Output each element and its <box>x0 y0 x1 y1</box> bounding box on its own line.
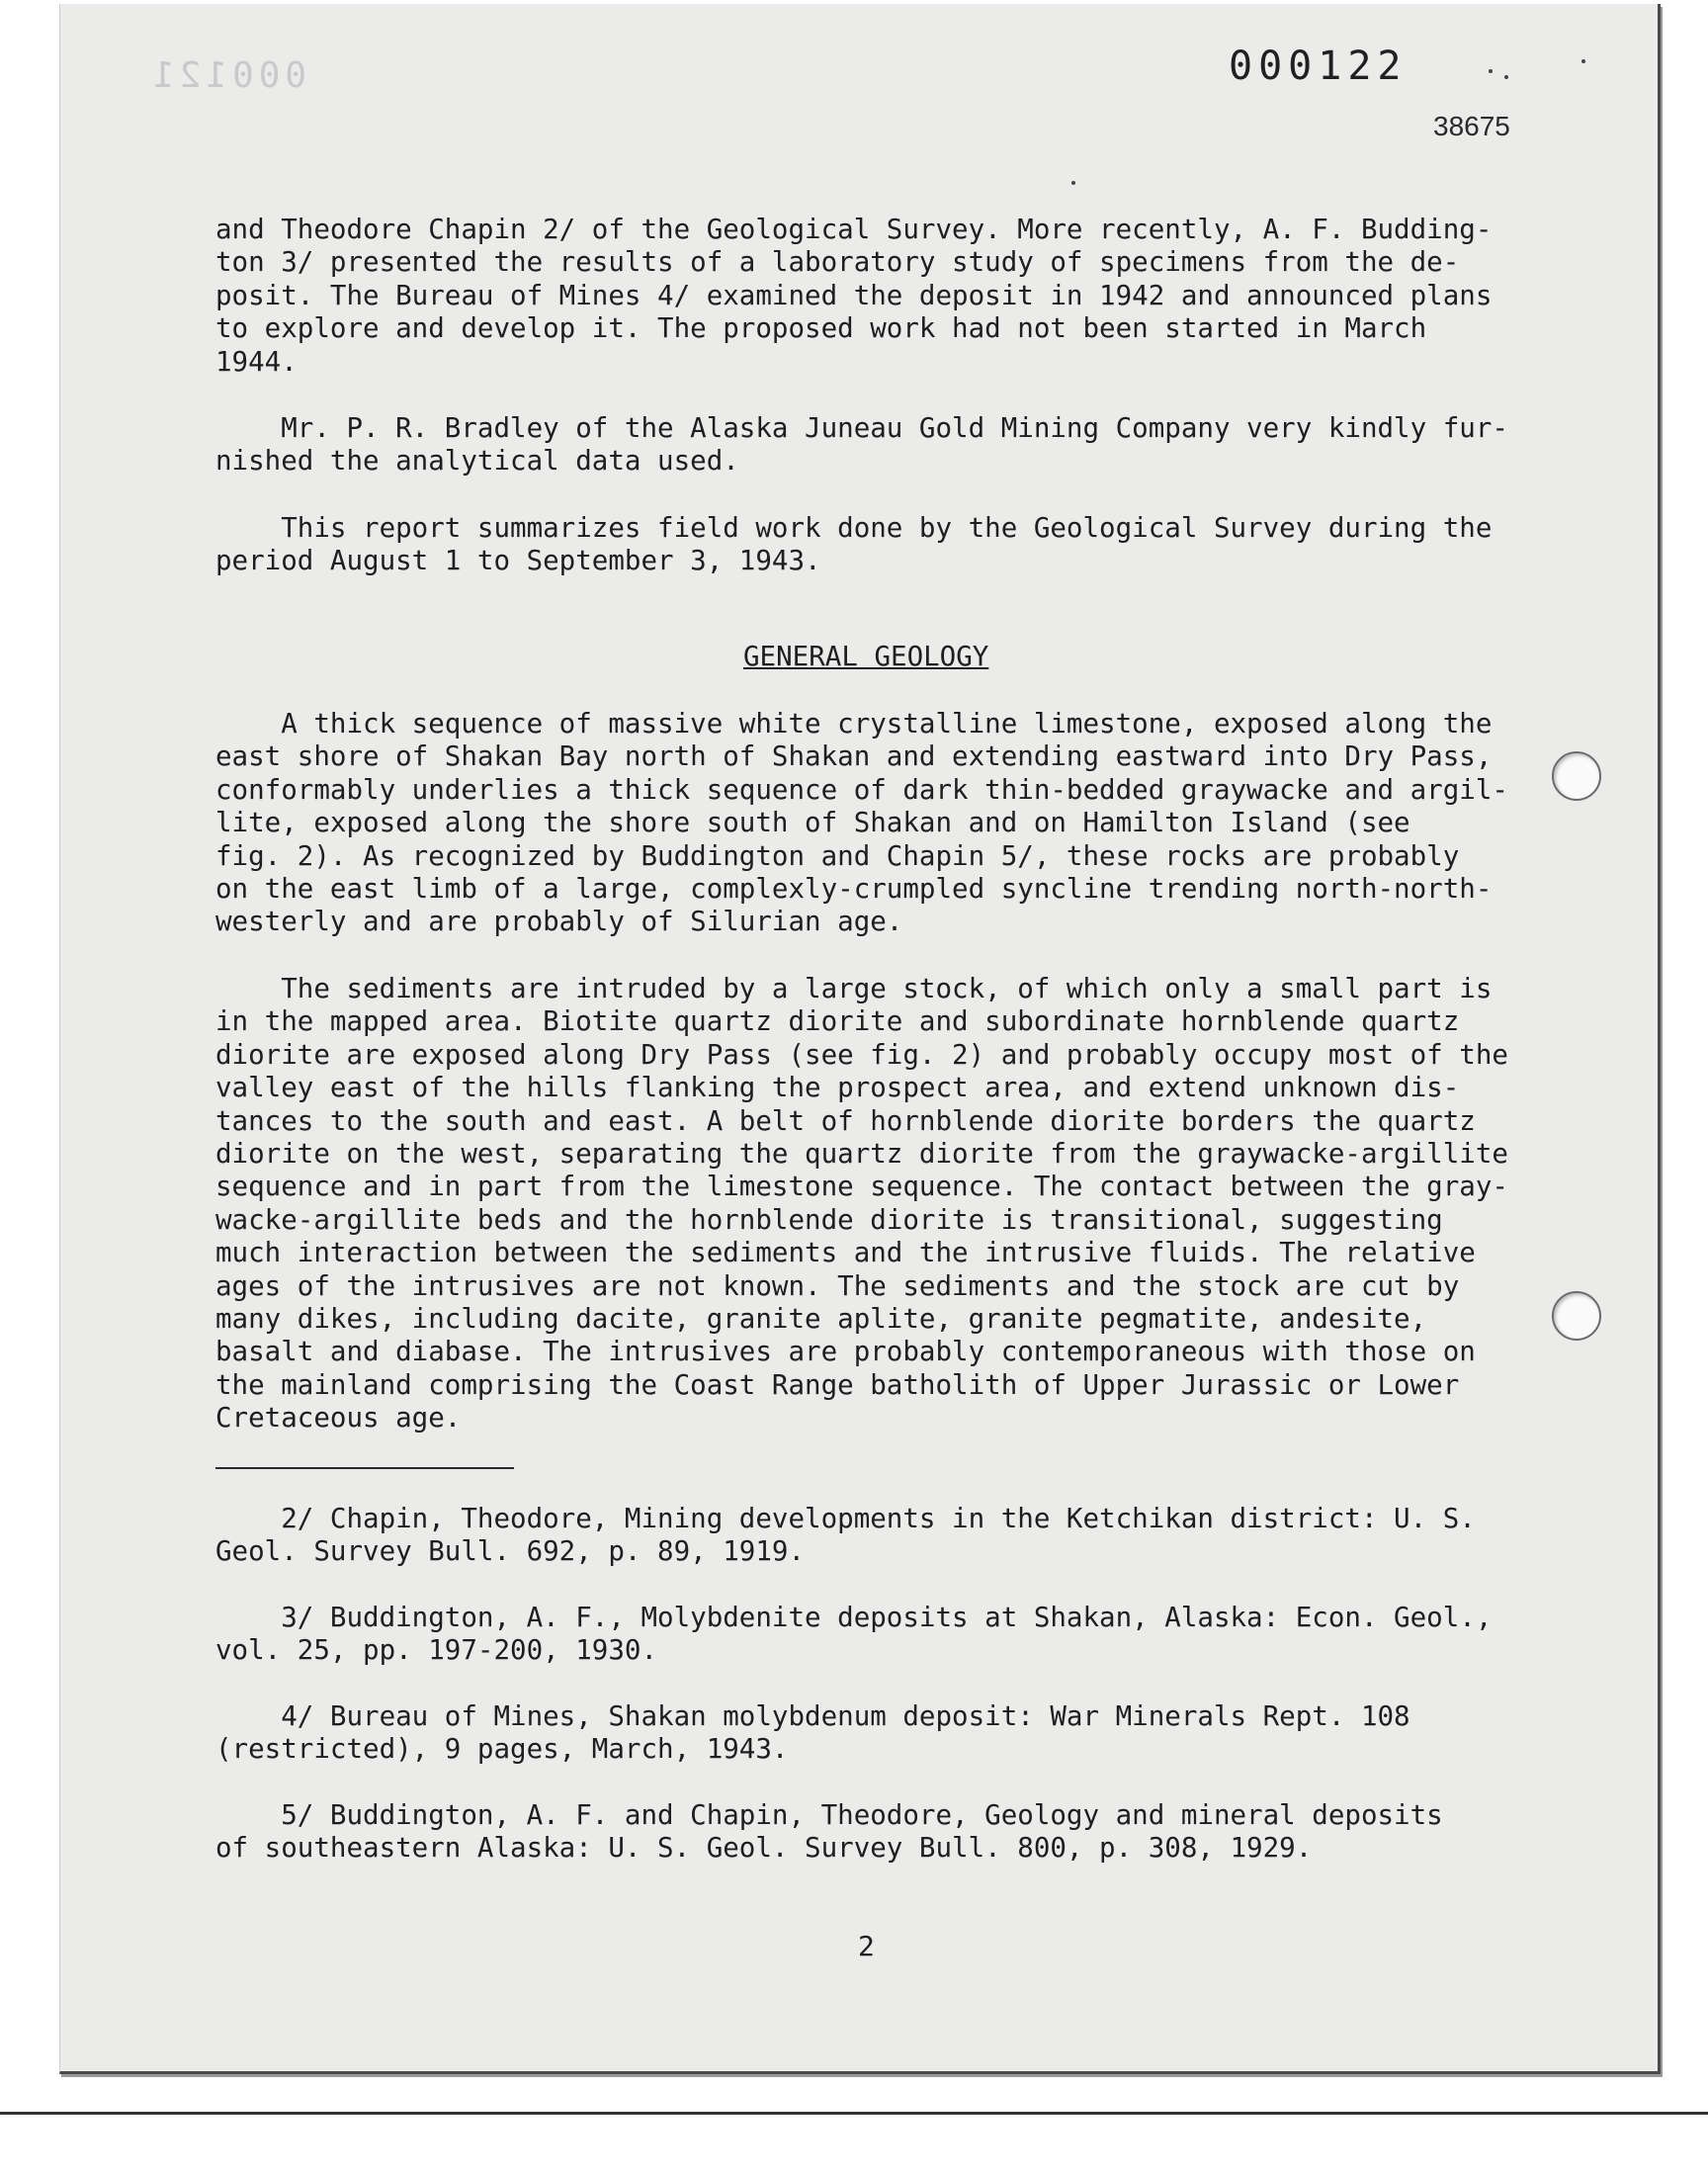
intro-paragraph-2: Mr. P. R. Bradley of the Alaska Juneau Gold Mining Company very kindly fur- nished the analytical data used. <box>215 412 1508 478</box>
bleed-through-mark: 000121 <box>148 55 307 96</box>
stamp-number: 000122 <box>1229 44 1408 89</box>
punch-hole <box>1552 1291 1601 1341</box>
speck-mark <box>1581 59 1585 63</box>
geology-paragraph-2: The sediments are intruded by a large stock, of which only a small part is in the mapped area. Biotite quartz diorite and subordinate hornblende quartz diorite are exposed along Dry Pass (see fig. 2) and probably occupy most of the valley east of the hills flanking the prospect area, and extend unknown dis- tances to the south and east. A belt of hornblende diorite borders the quartz diorite on the west, separating the quartz diorite from the graywacke-argillite sequence and in part from the limestone sequence. The contact between the gray- wacke-argillite beds and the hornblende diorite is transitional, suggesting much interaction between the sediments and the intrusive fluids. The relative ages of the intrusives are not known. The sediments and the stock are cut by many dikes, including dacite, granite aplite, granite pegmatite, andesite, basalt and diabase. The intrusives are probably contemporaneous with those on the mainland comprising the Coast Range batholith of Upper Jurassic or Lower Cretaceous age. <box>215 973 1508 1435</box>
footnote-5: 5/ Buddington, A. F. and Chapin, Theodore, Geology and mineral deposits of southeastern Alaska: U. S. Geol. Survey Bull. 800, p. 308, 1929. <box>215 1799 1443 1865</box>
speck-mark <box>1071 181 1075 185</box>
speck-mark <box>1489 69 1493 73</box>
footnote-2: 2/ Chapin, Theodore, Mining developments in the Ketchikan district: U. S. Geol. Survey Bull. 692, p. 89, 1919. <box>215 1503 1476 1568</box>
document-number: 38675 <box>1433 111 1510 141</box>
scanner-edge-line <box>0 2112 1708 2115</box>
punch-hole <box>1552 751 1601 801</box>
page-number: 2 <box>858 1930 875 1962</box>
intro-paragraph-3: This report summarizes field work done by the Geological Survey during the period August 1 to September 3, 1943. <box>215 512 1493 577</box>
section-heading: GENERAL GEOLOGY <box>743 641 989 672</box>
geology-paragraph-1: A thick sequence of massive white crystalline limestone, exposed along the east shore of Shakan Bay north of Shakan and extending eastward into Dry Pass, conformably underlies a thick sequence of dark thin-bedded graywacke and argil- lite, exposed along the shore south of Shakan and on Hamilton Island (see fig. 2). As recognized by Buddington and Chapin 5/, these rocks are probably on the east limb of a large, complexly-crumpled syncline trending north-north- westerly and are probably of Silurian age. <box>215 708 1508 938</box>
footnote-3: 3/ Buddington, A. F., Molybdenite deposits at Shakan, Alaska: Econ. Geol., vol. 25, pp. 197-200, 1930. <box>215 1602 1493 1667</box>
speck-mark <box>1504 75 1508 79</box>
footnote-4: 4/ Bureau of Mines, Shakan molybdenum deposit: War Minerals Rept. 108 (restricted), 9 pages, March, 1943. <box>215 1700 1410 1766</box>
intro-paragraph-1: and Theodore Chapin 2/ of the Geological Survey. More recently, A. F. Budding- ton 3/ presented the results of a laboratory study of specimens from the de- posit. The Bureau of Mines 4/ examined the deposit in 1942 and announced plans to explore and develop it. The proposed work had not been started in March 1944. <box>215 214 1493 378</box>
footnote-separator <box>215 1467 514 1469</box>
